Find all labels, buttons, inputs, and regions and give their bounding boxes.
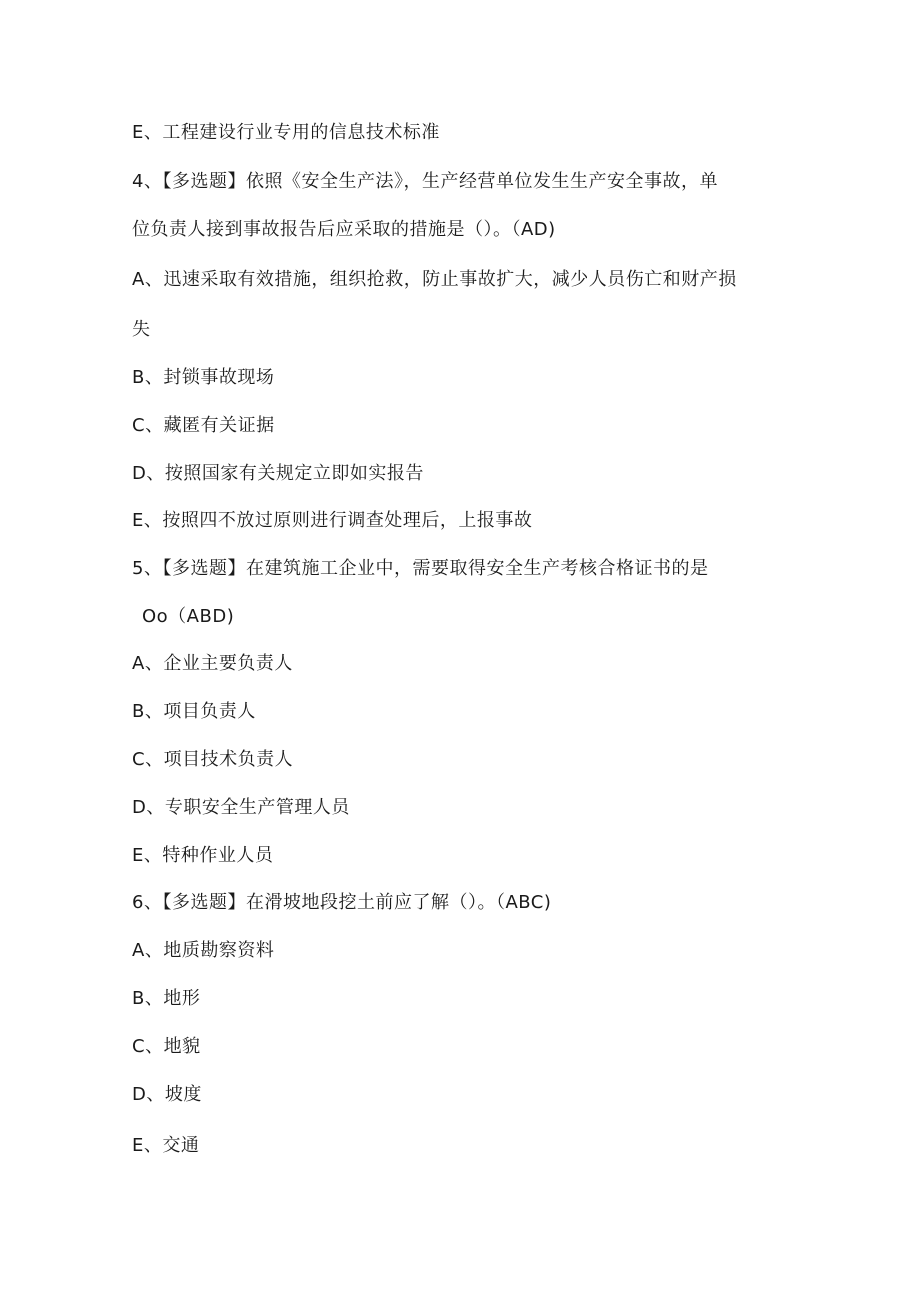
q4-option-b: B、封锁事故现场	[132, 367, 275, 388]
q6-question: 6、【多选题】在滑坡地段挖土前应了解（）。（ABC)	[132, 892, 552, 913]
q5-option-c: C、项目技术负责人	[132, 749, 294, 770]
q5-option-b: B、项目负责人	[132, 701, 256, 722]
q6-option-b: B、地形	[132, 988, 201, 1009]
q3-option-e: E、工程建设行业专用的信息技术标准	[132, 122, 440, 143]
q6-option-c: C、地貌	[132, 1036, 201, 1057]
q6-option-d: D、坡度	[132, 1084, 202, 1105]
q4-option-e: E、按照四不放过原则进行调查处理后，上报事故	[132, 510, 533, 531]
q5-question-line-1: 5、【多选题】在建筑施工企业中，需要取得安全生产考核合格证书的是	[132, 558, 709, 579]
q5-option-e: E、特种作业人员	[132, 845, 274, 866]
q4-option-a-line-2: 失	[132, 319, 151, 340]
q4-option-a-line-1: A、迅速采取有效措施，组织抢救，防止事故扩大，减少人员伤亡和财产损	[132, 269, 737, 290]
q4-option-c: C、藏匿有关证据	[132, 415, 275, 436]
q4-question-line-2: 位负责人接到事故报告后应采取的措施是（）。（AD)	[132, 219, 556, 240]
q6-option-e: E、交通	[132, 1135, 200, 1156]
q5-option-d: D、专职安全生产管理人员	[132, 797, 350, 818]
q4-option-d: D、按照国家有关规定立即如实报告	[132, 463, 424, 484]
q6-option-a: A、地质勘察资料	[132, 940, 275, 961]
q4-question-line-1: 4、【多选题】依照《安全生产法》，生产经营单位发生生产安全事故，单	[132, 171, 718, 192]
q5-question-line-2: Oo（ABD)	[142, 606, 235, 627]
q5-option-a: A、企业主要负责人	[132, 653, 293, 674]
